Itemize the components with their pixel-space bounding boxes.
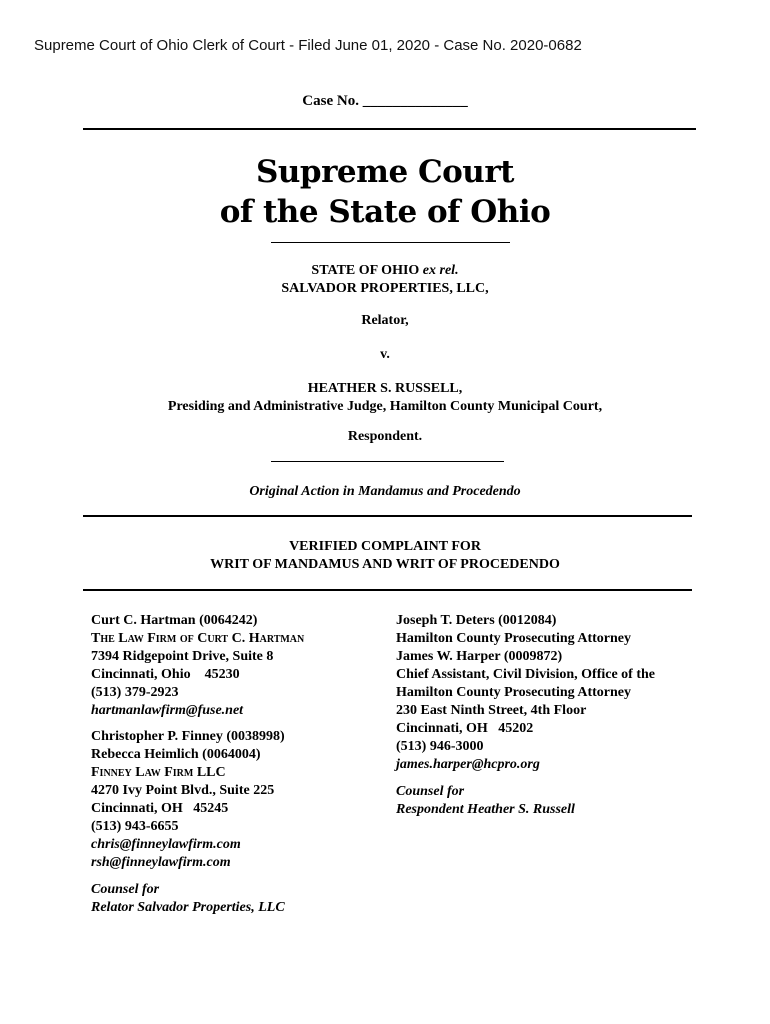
action-type-text: Original Action in Mandamus and Procedendo	[249, 484, 521, 499]
respondent-name: HEATHER S. RUSSELL,	[307, 381, 463, 396]
relator-email-2: chris@finneylawfirm.com	[91, 837, 241, 852]
relator-counsel-block	[91, 612, 391, 917]
document-title	[0, 538, 770, 574]
respondent-role: Respondent.	[347, 429, 423, 444]
action-type	[0, 483, 770, 501]
document-title-line2: WRIT OF MANDAMUS AND WRIT OF PROCEDENDO	[210, 557, 560, 572]
relator-block	[0, 262, 770, 298]
relator-address-1-line2: Cincinnati, Ohio 45230	[91, 667, 240, 682]
relator-firm-1: The Law Firm of Curt C. Hartman	[91, 631, 305, 646]
middle-rule	[83, 515, 692, 517]
case-number-line: Case No. ______________	[302, 93, 468, 109]
top-rule	[83, 128, 696, 130]
respondent-email: james.harper@hcpro.org	[396, 757, 540, 772]
court-title-line1: Supreme Court	[255, 154, 514, 190]
ex-rel: ex rel.	[422, 263, 459, 278]
relator-attorney-3: Rebecca Heimlich (0064004)	[91, 747, 261, 762]
filing-stamp: Supreme Court of Ohio Clerk of Court - Filed June 01, 2020 - Case No. 2020-0682	[34, 37, 582, 54]
relator-prefix: STATE OF OHIO	[311, 263, 420, 278]
court-title-underline	[271, 242, 510, 243]
respondent-address-line2: Cincinnati, OH 45202	[396, 721, 534, 736]
relator-role: Relator,	[361, 313, 409, 328]
caption-underline	[271, 461, 504, 462]
respondent-title-2-line2: Hamilton County Prosecuting Attorney	[396, 685, 632, 700]
relator-address-2-line1: 4270 Ivy Point Blvd., Suite 225	[91, 783, 275, 798]
respondent-block	[0, 380, 770, 416]
relator-counsel-label: Counsel for	[91, 882, 160, 897]
respondent-address-line1: 230 East Ninth Street, 4th Floor	[396, 703, 587, 718]
respondent-title-2-line1: Chief Assistant, Civil Division, Office of the	[396, 667, 655, 682]
relator-email-1: hartmanlawfirm@fuse.net	[91, 703, 244, 718]
respondent-counsel-label: Counsel for	[396, 784, 465, 799]
relator-attorney-2: Christopher P. Finney (0038998)	[91, 729, 285, 744]
relator-attorney-1: Curt C. Hartman (0064242)	[91, 613, 258, 628]
relator-phone-2: (513) 943-6655	[91, 819, 179, 834]
relator-address-2-line2: Cincinnati, OH 45245	[91, 801, 229, 816]
document-title-line1: VERIFIED COMPLAINT FOR	[289, 539, 481, 554]
respondent-counsel-block	[396, 612, 726, 819]
versus: v.	[380, 347, 390, 362]
relator-email-3: rsh@finneylawfirm.com	[91, 855, 231, 870]
respondent-counsel-party: Respondent Heather S. Russell	[396, 802, 575, 817]
relator-name: SALVADOR PROPERTIES, LLC,	[281, 281, 489, 296]
bottom-rule	[83, 589, 692, 591]
relator-line	[0, 262, 770, 280]
relator-phone-1: (513) 379-2923	[91, 685, 179, 700]
relator-firm-2: Finney Law Firm LLC	[91, 765, 226, 780]
court-title	[0, 152, 770, 232]
respondent-phone: (513) 946-3000	[396, 739, 484, 754]
respondent-attorney-2: James W. Harper (0009872)	[396, 649, 563, 664]
relator-address-1-line1: 7394 Ridgepoint Drive, Suite 8	[91, 649, 274, 664]
respondent-title-1: Hamilton County Prosecuting Attorney	[396, 631, 632, 646]
respondent-attorney-1: Joseph T. Deters (0012084)	[396, 613, 557, 628]
respondent-title: Presiding and Administrative Judge, Hamilton County Municipal Court,	[167, 399, 603, 414]
relator-counsel-party: Relator Salvador Properties, LLC	[91, 900, 285, 915]
court-title-line2: of the State of Ohio	[219, 194, 551, 230]
